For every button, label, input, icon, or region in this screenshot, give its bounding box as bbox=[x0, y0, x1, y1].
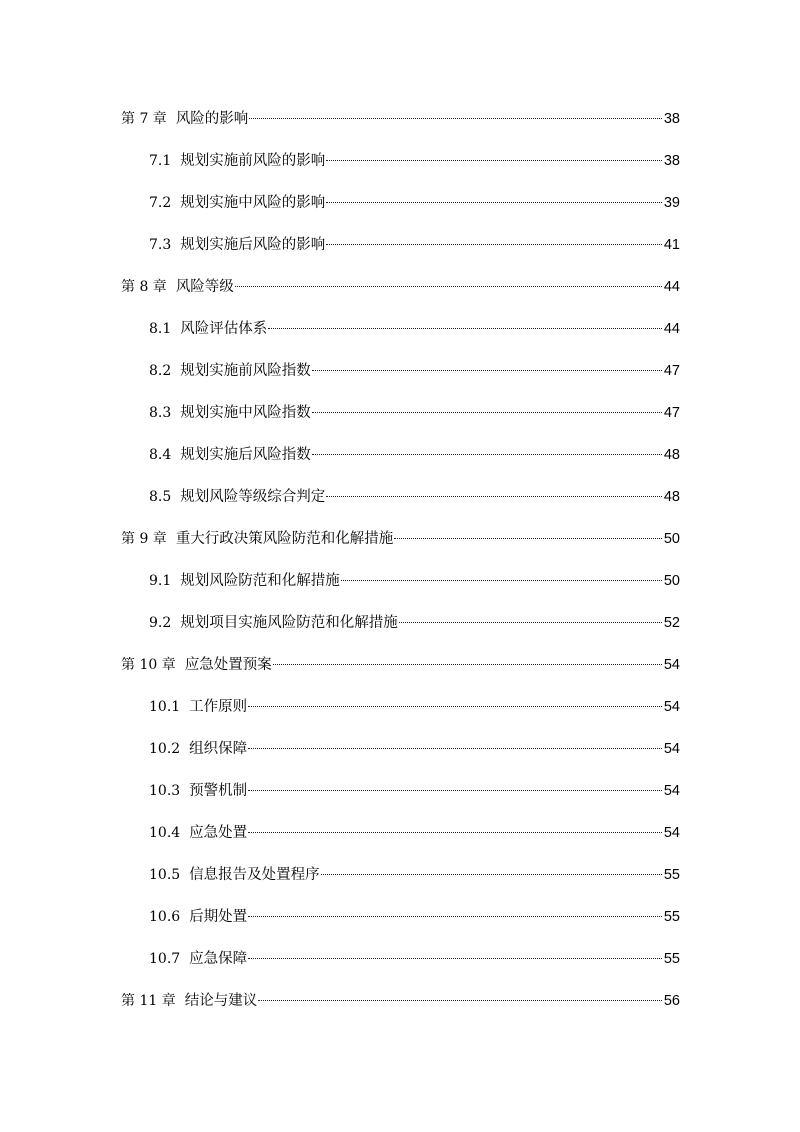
page-number: 38 bbox=[663, 153, 680, 169]
entry-number: 8.1 bbox=[149, 321, 172, 337]
entry-title: 重大行政决策风险防范和化解措施 bbox=[175, 531, 394, 547]
entry-number: 8.4 bbox=[149, 447, 172, 463]
entry-title: 应急保障 bbox=[189, 951, 248, 967]
dot-leader bbox=[248, 706, 662, 707]
dot-leader bbox=[248, 790, 662, 791]
page-number: 38 bbox=[663, 111, 680, 127]
entry-title: 应急处置预案 bbox=[184, 657, 272, 673]
entry-title: 应急处置 bbox=[189, 825, 248, 841]
entry-number: 7.1 bbox=[149, 153, 172, 169]
page-number: 48 bbox=[663, 447, 680, 463]
entry-number: 10.4 bbox=[149, 825, 181, 841]
entry-number: 10.5 bbox=[149, 867, 181, 883]
dot-leader bbox=[326, 202, 662, 203]
toc-row[interactable] bbox=[0, 947, 800, 969]
toc-row[interactable] bbox=[0, 989, 800, 1011]
dot-leader bbox=[326, 244, 662, 245]
dot-leader bbox=[312, 370, 662, 371]
entry-number: 第 10 章 bbox=[121, 657, 176, 673]
toc-row[interactable] bbox=[0, 863, 800, 885]
toc-row[interactable] bbox=[0, 401, 800, 423]
page-number: 47 bbox=[663, 405, 680, 421]
dot-leader bbox=[341, 580, 662, 581]
dot-leader bbox=[248, 916, 662, 917]
page-number: 44 bbox=[663, 321, 680, 337]
toc-row[interactable] bbox=[0, 569, 800, 591]
entry-number: 10.6 bbox=[149, 909, 181, 925]
toc-row[interactable] bbox=[0, 653, 800, 675]
entry-number: 10.3 bbox=[149, 783, 181, 799]
entry-number: 第 8 章 bbox=[121, 279, 167, 295]
entry-number: 10.7 bbox=[149, 951, 181, 967]
toc-row[interactable] bbox=[0, 779, 800, 801]
page-number: 54 bbox=[663, 657, 680, 673]
page-number: 54 bbox=[663, 825, 680, 841]
entry-title: 规划实施中风险的影响 bbox=[180, 195, 326, 211]
entry-number: 第 11 章 bbox=[121, 993, 176, 1009]
page-number: 41 bbox=[663, 237, 680, 253]
page-number: 47 bbox=[663, 363, 680, 379]
dot-leader bbox=[268, 328, 662, 329]
toc-row[interactable] bbox=[0, 317, 800, 339]
page-number: 50 bbox=[663, 573, 680, 589]
entry-number: 10.2 bbox=[149, 741, 181, 757]
toc-row[interactable] bbox=[0, 275, 800, 297]
page-number: 54 bbox=[663, 783, 680, 799]
entry-number: 8.5 bbox=[149, 489, 172, 505]
toc-row[interactable] bbox=[0, 149, 800, 171]
entry-title: 后期处置 bbox=[189, 909, 248, 925]
dot-leader bbox=[248, 748, 662, 749]
page-number: 48 bbox=[663, 489, 680, 505]
dot-leader bbox=[273, 664, 662, 665]
page-number: 56 bbox=[663, 993, 680, 1009]
entry-number: 10.1 bbox=[149, 699, 181, 715]
dot-leader bbox=[312, 454, 662, 455]
entry-title: 组织保障 bbox=[189, 741, 248, 757]
page-number: 55 bbox=[663, 909, 680, 925]
entry-title: 规划实施后风险指数 bbox=[180, 447, 311, 463]
entry-title: 预警机制 bbox=[189, 783, 248, 799]
entry-number: 7.3 bbox=[149, 237, 172, 253]
dot-leader bbox=[258, 1000, 662, 1001]
dot-leader bbox=[312, 412, 662, 413]
page-number: 39 bbox=[663, 195, 680, 211]
toc-row[interactable] bbox=[0, 611, 800, 633]
toc-row[interactable] bbox=[0, 821, 800, 843]
entry-title: 风险评估体系 bbox=[180, 321, 268, 337]
entry-title: 规划风险防范和化解措施 bbox=[180, 573, 340, 589]
entry-title: 规划风险等级综合判定 bbox=[180, 489, 326, 505]
toc-row[interactable] bbox=[0, 359, 800, 381]
dot-leader bbox=[235, 286, 662, 287]
page-number: 44 bbox=[663, 279, 680, 295]
entry-number: 第 7 章 bbox=[121, 111, 167, 127]
dot-leader bbox=[321, 874, 662, 875]
entry-title: 信息报告及处置程序 bbox=[189, 867, 320, 883]
toc-row[interactable] bbox=[0, 737, 800, 759]
dot-leader bbox=[248, 832, 662, 833]
entry-title: 风险等级 bbox=[175, 279, 234, 295]
toc-row[interactable] bbox=[0, 485, 800, 507]
entry-number: 8.3 bbox=[149, 405, 172, 421]
dot-leader bbox=[399, 622, 662, 623]
toc-row[interactable] bbox=[0, 527, 800, 549]
toc-row[interactable] bbox=[0, 191, 800, 213]
entry-title: 风险的影响 bbox=[175, 111, 249, 127]
page-number: 54 bbox=[663, 699, 680, 715]
entry-title: 结论与建议 bbox=[184, 993, 258, 1009]
toc-row[interactable] bbox=[0, 107, 800, 129]
entry-number: 9.2 bbox=[149, 615, 172, 631]
page-number: 55 bbox=[663, 867, 680, 883]
page-number: 55 bbox=[663, 951, 680, 967]
entry-number: 9.1 bbox=[149, 573, 172, 589]
entry-title: 规划实施中风险指数 bbox=[180, 405, 311, 421]
entry-title: 工作原则 bbox=[189, 699, 248, 715]
entry-number: 8.2 bbox=[149, 363, 172, 379]
dot-leader bbox=[326, 160, 662, 161]
entry-number: 第 9 章 bbox=[121, 531, 167, 547]
entry-number: 7.2 bbox=[149, 195, 172, 211]
dot-leader bbox=[326, 496, 662, 497]
entry-title: 规划实施前风险指数 bbox=[180, 363, 311, 379]
toc-row[interactable] bbox=[0, 233, 800, 255]
toc-row[interactable] bbox=[0, 905, 800, 927]
dot-leader bbox=[394, 538, 662, 539]
entry-title: 规划实施前风险的影响 bbox=[180, 153, 326, 169]
page-number: 54 bbox=[663, 741, 680, 757]
page-number: 52 bbox=[663, 615, 680, 631]
toc-row[interactable] bbox=[0, 695, 800, 717]
dot-leader bbox=[248, 958, 662, 959]
entry-title: 规划实施后风险的影响 bbox=[180, 237, 326, 253]
dot-leader bbox=[249, 118, 662, 119]
entry-title: 规划项目实施风险防范和化解措施 bbox=[180, 615, 398, 631]
toc-row[interactable] bbox=[0, 443, 800, 465]
page-number: 50 bbox=[663, 531, 680, 547]
